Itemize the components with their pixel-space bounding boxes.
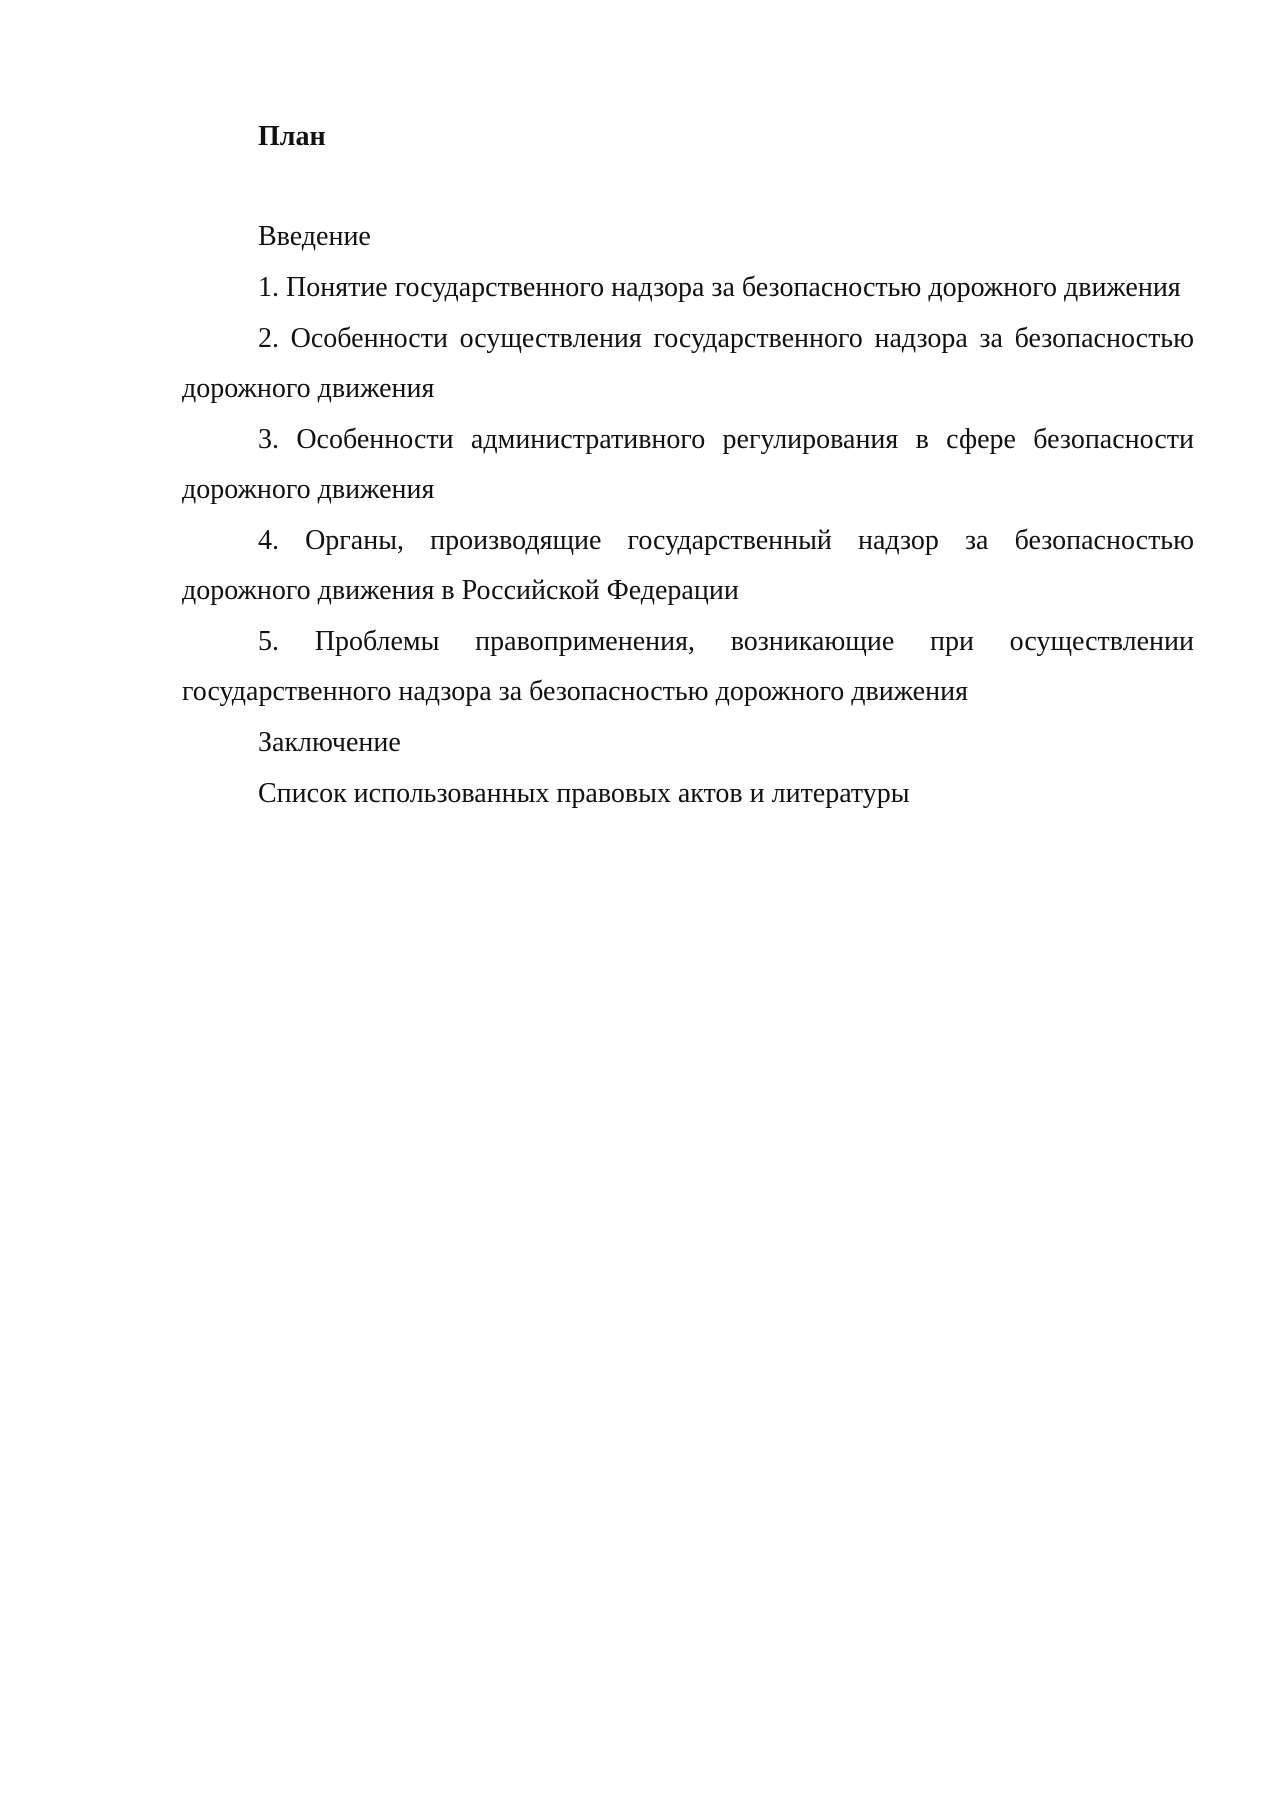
toc-entry-5: 5. Проблемы правоприменения, возникающие при осуществлении государственного надзора за безопасностью дорожного движения (182, 626, 1194, 707)
toc-entry-introduction: Введение (258, 221, 371, 252)
toc-entry-1: 1. Понятие государственного надзора за безопасностью дорожного движения (258, 272, 1181, 303)
plan-title: План (258, 121, 326, 152)
toc-entry-3: 3. Особенности административного регулирования в сфере безопасности дорожного движения (182, 424, 1194, 505)
toc-entry-conclusion: Заключение (258, 727, 401, 758)
toc-entry-2: 2. Особенности осуществления государственного надзора за безопасностью дорожного движения (182, 323, 1194, 404)
toc-entry-4: 4. Органы, производящие государственный надзор за безопасностью дорожного движения в Российской Федерации (182, 525, 1194, 606)
toc-entry-bibliography: Список использованных правовых актов и литературы (258, 778, 910, 809)
document-content (182, 112, 1194, 819)
